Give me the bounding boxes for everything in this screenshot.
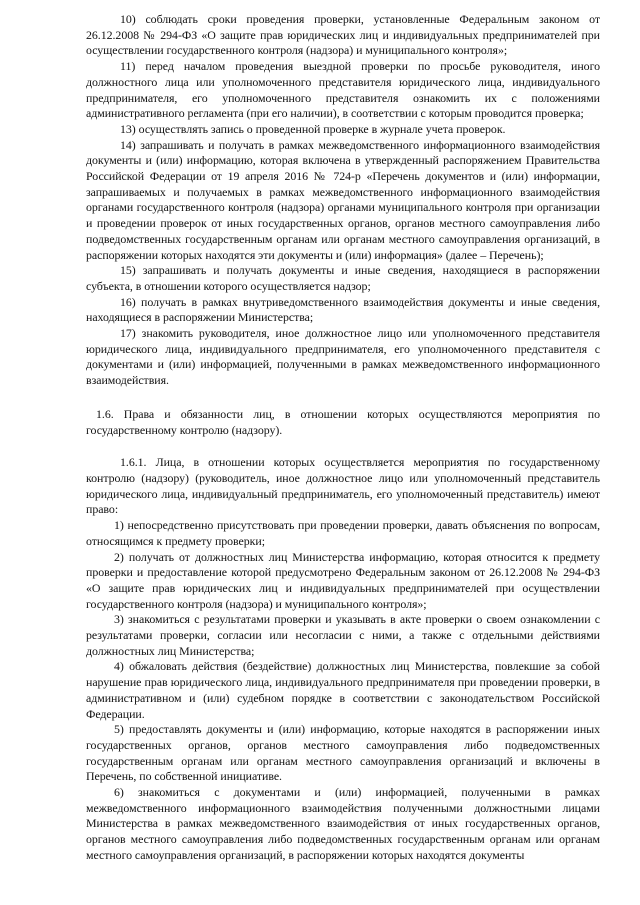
paragraph-right-6: 6) знакомиться с документами и (или) информацией, полученными в рамках межведомственного информационного взаимодействия полученными должностными лицами Министерства в рамках межведомственного взаимодействия от иных государственных органов, органов местного самоуправления либо подведомственных государственным органам или органам местного самоуправления организаций, в распоряжении которых находятся документы bbox=[86, 785, 600, 862]
section-heading-1-6: 1.6. Права и обязанности лиц, в отношении которых осуществляются мероприятия по государственному контролю (надзору). bbox=[86, 406, 600, 437]
paragraph-right-3: 3) знакомиться с результатами проверки и указывать в акте проверки о своем ознакомлении с результатами проверки, согласии или несогласии с ними, а также с отдельными действиями должностных лиц Министерства; bbox=[86, 612, 600, 658]
paragraph-duty-16: 16) получать в рамках внутриведомственного взаимодействия документы и иные сведения, находящиеся в распоряжении Министерства; bbox=[86, 294, 600, 325]
paragraph-right-4: 4) обжаловать действия (бездействие) должностных лиц Министерства, повлекшие за собой нарушение прав юридического лица, индивидуального предпринимателя при проведении проверки, в административном и (или) судебном порядке в соответствии с законодательством Российской Федерации. bbox=[86, 659, 600, 721]
paragraph-duty-15: 15) запрашивать и получать документы и иные сведения, находящиеся в распоряжении субъекта, в отношении которого осуществляется надзор; bbox=[86, 263, 600, 293]
paragraph-1-6-1: 1.6.1. Лица, в отношении которых осуществляется мероприятия по государственному контролю (надзору) (руководитель, иное должностное лицо или уполномоченный представитель юридического лица, индивидуальный предприниматель, его уполномоченный представитель) имеют право: bbox=[86, 455, 600, 517]
paragraph-duty-14: 14) запрашивать и получать в рамках межведомственного информационного взаимодействия документы и (или) информацию, которая включена в утвержденный распоряжением Правительства Российской Федерации от 19 апреля 2016 № 724-р «Перечень документов и (или) информации, запрашиваемых и получаемых в рамках межведомственного информационного взаимодействия органами государственного контроля (надзора) органами муниципального контроля при организации и проведении проверок от иных государственных органов, органов местного самоуправления либо подведомственных государственным органам или органам местного самоуправления организаций, в распоряжении которых находятся эти документы и (или) информация» (далее – Перечень); bbox=[86, 137, 600, 262]
paragraph-duty-11: 11) перед началом проведения выездной проверки по просьбе руководителя, иного должностного лица или уполномоченного представителя юридического лица, индивидуального предпринимателя, его уполномоченного представителя ознакомить их с положениями административного регламента (при его наличии), в соответствии с которым проводится проверка; bbox=[86, 59, 600, 121]
document-page bbox=[86, 12, 600, 864]
paragraph-right-2: 2) получать от должностных лиц Министерства информацию, которая относится к предмету проверки и предоставление которой предусмотрено Федеральным законом от 26.12.2008 № 294-ФЗ «О защите прав юридических лиц и индивидуальных предпринимателей при осуществлении государственного контроля (надзора) и муниципального контроля»; bbox=[86, 549, 600, 611]
paragraph-right-5: 5) предоставлять документы и (или) информацию, которые находятся в распоряжении иных государственных органов, органов местного самоуправления либо подведомственных государственным органам или органам местного самоуправления организаций и включены в Перечень, по собственной инициативе. bbox=[86, 722, 600, 784]
paragraph-duty-17: 17) знакомить руководителя, иное должностное лицо или уполномоченного представителя юридического лица, индивидуального предпринимателя, его уполномоченного представителя с документами и (или) информацией, полученными в рамках межведомственного информационного взаимодействия. bbox=[86, 326, 600, 388]
paragraph-right-1: 1) непосредственно присутствовать при проведении проверки, давать объяснения по вопросам, относящимся к предмету проверки; bbox=[86, 518, 600, 548]
paragraph-duty-10: 10) соблюдать сроки проведения проверки, установленные Федеральным законом от 26.12.2008 № 294-ФЗ «О защите прав юридических лиц и индивидуальных предпринимателей при осуществлении государственного контроля (надзора) и муниципального контроля»; bbox=[86, 12, 600, 58]
paragraph-duty-13: 13) осуществлять запись о проведенной проверке в журнале учета проверок. bbox=[120, 121, 506, 136]
